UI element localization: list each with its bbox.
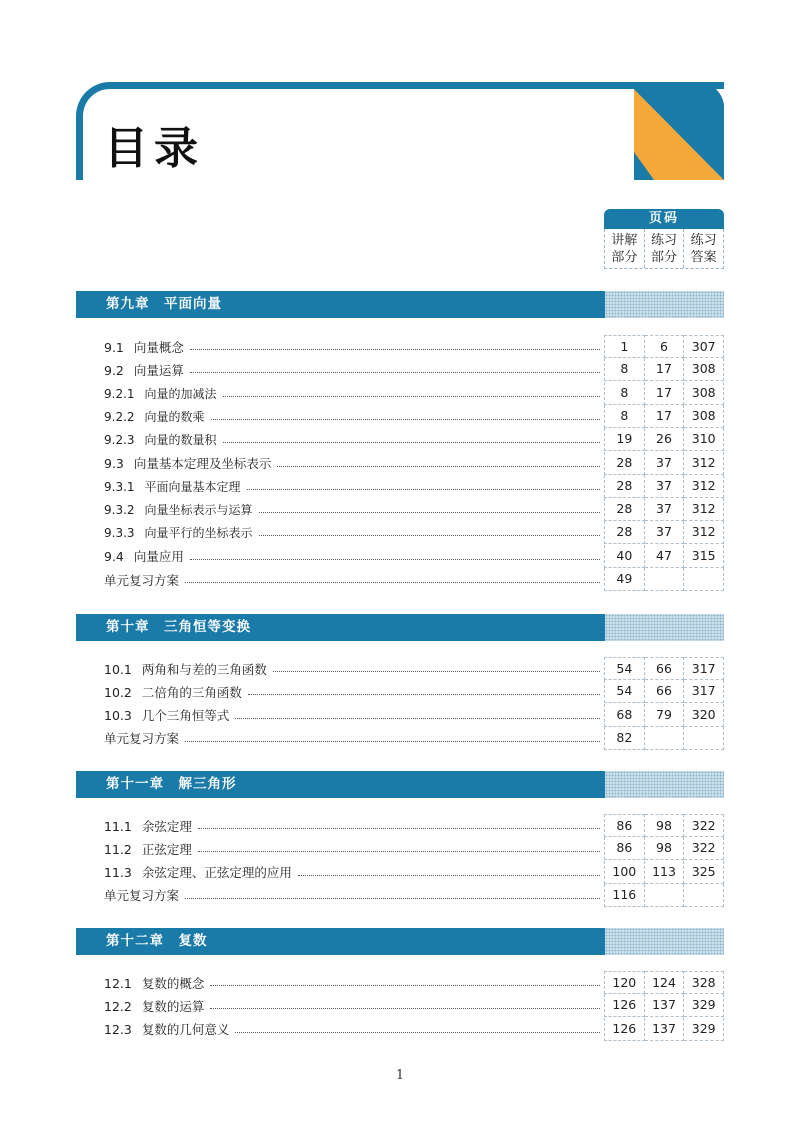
lecture-page: 28 xyxy=(604,452,645,475)
answer-page: 307 xyxy=(684,335,724,358)
leader-dots xyxy=(273,671,600,672)
exercise-page xyxy=(645,568,685,591)
answer-page: 328 xyxy=(684,971,724,994)
toc-entry-text xyxy=(104,547,184,565)
lecture-page: 120 xyxy=(604,971,645,994)
page-cells xyxy=(604,382,724,405)
lecture-page: 8 xyxy=(604,405,645,428)
toc-entry-text xyxy=(104,997,204,1015)
toc-entry[interactable] xyxy=(104,837,724,860)
page-cells xyxy=(604,475,724,498)
toc-entry-text xyxy=(104,478,241,495)
answer-page: 312 xyxy=(684,475,724,498)
toc-entry-text xyxy=(104,886,179,904)
toc-entry-title: 二倍角的三角函数 xyxy=(141,684,242,700)
page-cells xyxy=(604,994,724,1017)
leader-dots xyxy=(210,1008,600,1009)
toc-entry[interactable] xyxy=(104,475,724,498)
answer-page: 329 xyxy=(684,1018,724,1041)
page-cells xyxy=(604,498,724,521)
leader-dots xyxy=(298,875,600,876)
lecture-page: 68 xyxy=(604,704,645,727)
toc-entry-text xyxy=(104,361,184,379)
answer-page: 315 xyxy=(684,545,724,568)
exercise-page: 17 xyxy=(645,358,685,381)
leader-dots xyxy=(235,718,600,719)
leader-dots xyxy=(248,694,600,695)
page-cells xyxy=(604,545,724,568)
lecture-page: 126 xyxy=(604,994,645,1017)
toc-entry-title: 正弦定理 xyxy=(141,841,192,857)
exercise-page: 98 xyxy=(645,837,685,860)
lecture-page: 19 xyxy=(604,428,645,451)
lecture-page: 28 xyxy=(604,475,645,498)
page-cells xyxy=(604,884,724,907)
page-cells xyxy=(604,358,724,381)
toc-entry[interactable] xyxy=(104,521,724,544)
toc-entry-text xyxy=(104,524,253,541)
toc-entry-number: 9.2.1 xyxy=(104,386,135,401)
exercise-page: 26 xyxy=(645,428,685,451)
lecture-page: 8 xyxy=(604,382,645,405)
answer-page xyxy=(684,727,724,750)
answer-page: 322 xyxy=(684,837,724,860)
toc-entry-title: 几个三角恒等式 xyxy=(141,708,230,724)
answer-page: 317 xyxy=(684,680,724,703)
toc-entry-number: 9.1 xyxy=(104,339,124,355)
lecture-page: 82 xyxy=(604,727,645,750)
toc-entry-title: 向量基本定理及坐标表示 xyxy=(133,456,272,471)
toc-entry[interactable] xyxy=(104,814,724,837)
toc-entry-title: 单元复习方案 xyxy=(104,888,180,904)
leader-dots xyxy=(259,512,600,513)
toc-entry-text xyxy=(104,571,179,589)
page-cells xyxy=(604,680,724,703)
leader-dots xyxy=(185,582,600,583)
lecture-page: 54 xyxy=(604,657,645,680)
col-answer: 练习 答案 xyxy=(690,233,717,265)
toc-entry-number: 10.3 xyxy=(104,708,132,724)
chapter-pattern xyxy=(605,771,724,798)
toc-entry-number: 12.1 xyxy=(104,975,132,991)
toc-entry-number: 9.2.3 xyxy=(104,433,135,448)
page-number: 1 xyxy=(395,1068,405,1083)
page-cells xyxy=(604,814,724,837)
chapter-title: 第十二章 复数 xyxy=(76,928,605,955)
lecture-page: 49 xyxy=(604,568,645,591)
toc-entry[interactable] xyxy=(104,498,724,521)
toc-entry-number: 9.3.1 xyxy=(104,479,135,494)
toc-entry-title: 向量的加减法 xyxy=(144,386,217,401)
toc-entry-text xyxy=(104,729,179,747)
leader-dots xyxy=(223,396,600,397)
toc-entry[interactable] xyxy=(104,568,724,591)
chapter-pattern xyxy=(605,614,724,641)
toc-entry-number: 9.3.3 xyxy=(104,526,135,541)
answer-page: 308 xyxy=(684,382,724,405)
exercise-page: 66 xyxy=(645,680,685,703)
toc-entry-text xyxy=(104,706,229,724)
toc-entry-title: 平面向量基本定理 xyxy=(144,479,241,494)
page-cells xyxy=(604,971,724,994)
toc-entry[interactable] xyxy=(104,704,724,727)
toc-entry-title: 向量运算 xyxy=(133,362,184,378)
answer-page: 312 xyxy=(684,521,724,544)
toc-entry-number: 9.2.2 xyxy=(104,409,135,424)
chapter-bar xyxy=(76,614,724,641)
leader-dots xyxy=(198,828,600,829)
toc-entry[interactable] xyxy=(104,428,724,451)
answer-page: 322 xyxy=(684,814,724,837)
toc-entry-title: 余弦定理 xyxy=(141,818,192,834)
chapter-title: 第十章 三角恒等变换 xyxy=(76,614,605,641)
lecture-page: 1 xyxy=(604,335,645,358)
answer-page xyxy=(684,568,724,591)
toc-entry[interactable] xyxy=(104,971,724,994)
toc-entry[interactable] xyxy=(104,382,724,405)
toc-entry[interactable] xyxy=(104,405,724,428)
toc-entry[interactable] xyxy=(104,884,724,907)
exercise-page xyxy=(645,884,685,907)
toc-entry-title: 复数的运算 xyxy=(141,998,205,1014)
page-number-header xyxy=(604,209,724,269)
page-cells xyxy=(604,452,724,475)
exercise-page xyxy=(645,727,685,750)
answer-page: 310 xyxy=(684,428,724,451)
page-cells xyxy=(604,704,724,727)
toc-entry-title: 两角和与差的三角函数 xyxy=(141,661,267,677)
toc-entry-title: 向量的数乘 xyxy=(144,409,205,424)
toc-entry-number: 9.4 xyxy=(104,549,124,565)
leader-dots xyxy=(247,489,600,490)
leader-dots xyxy=(259,535,600,536)
toc-entry-text xyxy=(104,454,271,472)
leader-dots xyxy=(210,985,600,986)
exercise-page: 137 xyxy=(645,1018,685,1041)
toc-entry-title: 余弦定理、正弦定理的应用 xyxy=(141,865,292,881)
toc-entry[interactable] xyxy=(104,861,724,884)
col-exercise: 练习 部分 xyxy=(645,229,685,268)
leader-dots xyxy=(185,898,600,899)
answer-page: 325 xyxy=(684,861,724,884)
toc-entry-text xyxy=(104,431,217,448)
page-cells xyxy=(604,837,724,860)
page-cells xyxy=(604,727,724,750)
exercise-page: 113 xyxy=(645,861,685,884)
exercise-page: 98 xyxy=(645,814,685,837)
exercise-page: 37 xyxy=(645,452,685,475)
toc-entry-title: 复数的概念 xyxy=(141,975,205,991)
chapter-pattern xyxy=(605,928,724,955)
toc-entry-text xyxy=(104,974,204,992)
exercise-page: 124 xyxy=(645,971,685,994)
header-corner-fold xyxy=(634,82,724,180)
toc-entry-title: 向量概念 xyxy=(133,339,184,355)
answer-page: 329 xyxy=(684,994,724,1017)
leader-dots xyxy=(211,419,600,420)
toc-entry-number: 12.2 xyxy=(104,998,132,1014)
leader-dots xyxy=(190,372,600,373)
toc-entry-text xyxy=(104,817,192,835)
answer-page: 308 xyxy=(684,405,724,428)
toc-entry-number: 12.3 xyxy=(104,1022,132,1038)
answer-page: 308 xyxy=(684,358,724,381)
exercise-page: 79 xyxy=(645,704,685,727)
toc-entry-title: 向量的数量积 xyxy=(144,433,217,448)
lecture-page: 54 xyxy=(604,680,645,703)
lecture-page: 86 xyxy=(604,814,645,837)
exercise-page: 37 xyxy=(645,521,685,544)
toc-entry[interactable] xyxy=(104,452,724,475)
chapter-bar xyxy=(76,291,724,318)
leader-dots xyxy=(190,559,600,560)
exercise-page: 17 xyxy=(645,405,685,428)
toc-entry-text xyxy=(104,1020,229,1038)
lecture-page: 40 xyxy=(604,545,645,568)
page-cells xyxy=(604,657,724,680)
page-cells xyxy=(604,861,724,884)
toc-entry-text xyxy=(104,501,253,518)
page-cells xyxy=(604,405,724,428)
page-number-header-title: 页码 xyxy=(604,209,724,229)
toc-entry-title: 单元复习方案 xyxy=(104,572,180,588)
leader-dots xyxy=(277,466,600,467)
toc-entry[interactable] xyxy=(104,680,724,703)
leader-dots xyxy=(185,741,600,742)
toc-entry[interactable] xyxy=(104,994,724,1017)
lecture-page: 100 xyxy=(604,861,645,884)
toc-entry[interactable] xyxy=(104,657,724,680)
chapter-pattern xyxy=(605,291,724,318)
toc-entry[interactable] xyxy=(104,727,724,750)
page-number-header-columns xyxy=(604,229,724,269)
lecture-page: 126 xyxy=(604,1018,645,1041)
leader-dots xyxy=(190,349,600,350)
chapter-bar xyxy=(76,771,724,798)
toc-entry-text xyxy=(104,840,192,858)
toc-entry-text xyxy=(104,385,217,402)
toc-entry-title: 复数的几何意义 xyxy=(141,1022,230,1038)
answer-page: 317 xyxy=(684,657,724,680)
exercise-page: 37 xyxy=(645,498,685,521)
lecture-page: 116 xyxy=(604,884,645,907)
toc-entry-text xyxy=(104,408,205,425)
toc-entry-text xyxy=(104,683,242,701)
toc-entry-number: 10.1 xyxy=(104,661,132,677)
toc-entry-number: 10.2 xyxy=(104,684,132,700)
leader-dots xyxy=(198,851,600,852)
toc-entry-text xyxy=(104,863,292,881)
page-cells xyxy=(604,1018,724,1041)
exercise-page: 47 xyxy=(645,545,685,568)
lecture-page: 8 xyxy=(604,358,645,381)
toc-entry-text xyxy=(104,338,184,356)
toc-entry-title: 向量坐标表示与运算 xyxy=(144,503,253,518)
chapter-title: 第九章 平面向量 xyxy=(76,291,605,318)
lecture-page: 28 xyxy=(604,498,645,521)
toc-entry[interactable] xyxy=(104,1018,724,1041)
page-cells xyxy=(604,568,724,591)
answer-page: 320 xyxy=(684,704,724,727)
toc-entry[interactable] xyxy=(104,545,724,568)
lecture-page: 28 xyxy=(604,521,645,544)
answer-page: 312 xyxy=(684,498,724,521)
toc-entry-number: 11.2 xyxy=(104,841,132,857)
toc-entry[interactable] xyxy=(104,335,724,358)
lecture-page: 86 xyxy=(604,837,645,860)
col-lecture: 讲解 部分 xyxy=(605,229,645,268)
toc-entry-title: 向量应用 xyxy=(133,549,184,565)
toc-entry-title: 向量平行的坐标表示 xyxy=(144,526,253,541)
toc-entry-number: 11.3 xyxy=(104,865,132,881)
toc-entry-number: 9.3.2 xyxy=(104,503,135,518)
leader-dots xyxy=(235,1032,600,1033)
leader-dots xyxy=(223,442,600,443)
page-cells xyxy=(604,521,724,544)
page-title: 目录 xyxy=(104,123,204,174)
chapter-title: 第十一章 解三角形 xyxy=(76,771,605,798)
toc-entry-number: 9.2 xyxy=(104,362,124,378)
answer-page xyxy=(684,884,724,907)
toc-entry-title: 单元复习方案 xyxy=(104,731,180,747)
exercise-page: 137 xyxy=(645,994,685,1017)
page-cells xyxy=(604,428,724,451)
page-cells xyxy=(604,335,724,358)
toc-entry-number: 9.3 xyxy=(104,456,124,471)
answer-page: 312 xyxy=(684,452,724,475)
exercise-page: 37 xyxy=(645,475,685,498)
chapter-bar xyxy=(76,928,724,955)
toc-entry-number: 11.1 xyxy=(104,818,132,834)
toc-entry-text xyxy=(104,660,267,678)
exercise-page: 6 xyxy=(645,335,685,358)
toc-entry[interactable] xyxy=(104,358,724,381)
exercise-page: 66 xyxy=(645,657,685,680)
exercise-page: 17 xyxy=(645,382,685,405)
